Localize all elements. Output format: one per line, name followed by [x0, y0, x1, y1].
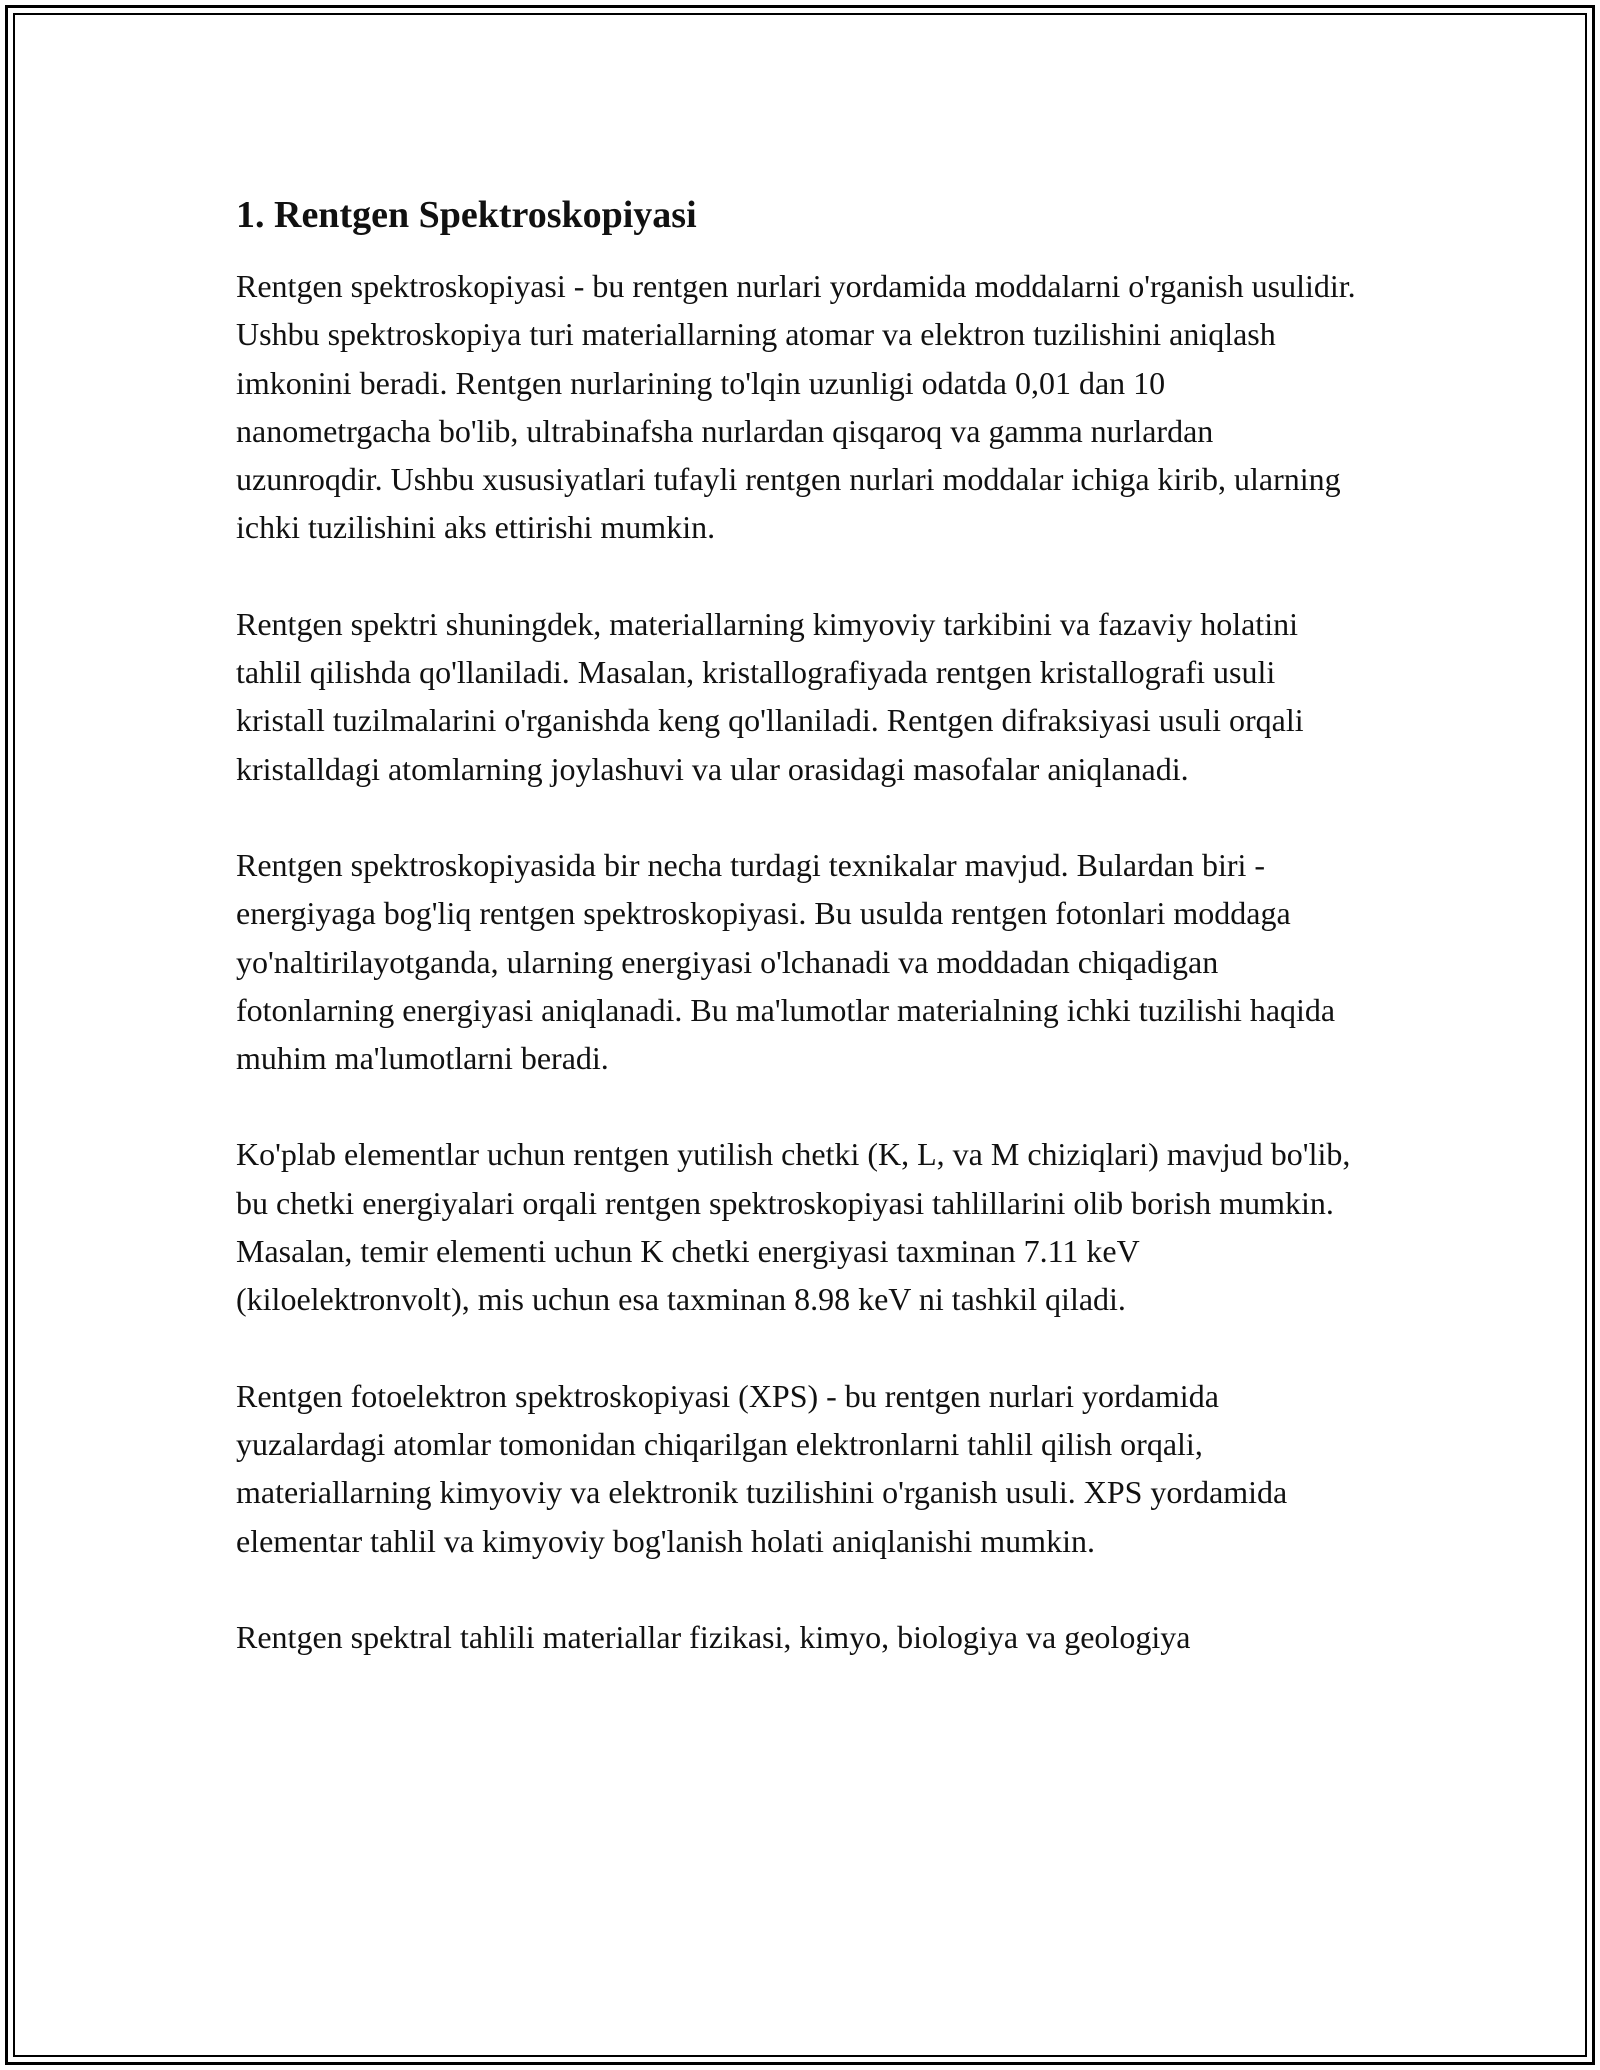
paragraph-4: Ko'plab elementlar uchun rentgen yutilish chetki (K, L, va M chiziqlari) mavjud bo'lib, bu chetki energiyalari orqali rentgen spektroskopiyasi tahlillarini olib borish mumkin. Masalan, temir elementi uchun K chetki energiyasi taxminan 7.11 keV (kiloelektronvolt), mis uchun esa taxminan 8.98 keV ni tashkil qiladi. [236, 1136, 1351, 1318]
section-heading: 1. Rentgen Spektroskopiyasi [236, 194, 697, 236]
paragraph-1: Rentgen spektroskopiyasi - bu rentgen nurlari yordamida moddalarni o'rganish usulidir. Ushbu spektroskopiya turi materiallarning atomar va elektron tuzilishini aniqlash imkonini beradi. Rentgen nurlarining to'lqin uzunligi odatda 0,01 dan 10 nanometrgacha bo'lib, ultrabinafsha nurlardan qisqaroq va gamma nurlardan uzunroqdir. Ushbu xususiyatlari tufayli rentgen nurlari moddalar ichiga kirib, ularning ichki tuzilishini aks ettirishi mumkin. [236, 268, 1356, 546]
paragraph-6: Rentgen spektral tahlili materiallar fizikasi, kimyo, biologiya va geologiya [236, 1618, 1191, 1655]
document-body [236, 190, 1366, 1709]
paragraph-5: Rentgen fotoelektron spektroskopiyasi (XPS) - bu rentgen nurlari yordamida yuzalardagi atomlar tomonidan chiqarilgan elektronlarni tahlil qilish orqali, materiallarning kimyoviy va elektronik tuzilishini o'rganish usuli. XPS yordamida elementar tahlil va kimyoviy bog'lanish holati aniqlanishi mumkin. [236, 1377, 1288, 1559]
paragraph-3: Rentgen spektroskopiyasida bir necha turdagi texnikalar mavjud. Bulardan biri - energiyaga bog'liq rentgen spektroskopiyasi. Bu usulda rentgen fotonlari moddaga yo'naltirilayotganda, ularning energiyasi o'lchanadi va moddadan chiqadigan fotonlarning energiyasi aniqlanadi. Bu ma'lumotlar materialning ichki tuzilishi haqida muhim ma'lumotlarni beradi. [236, 846, 1336, 1077]
paragraph-2: Rentgen spektri shuningdek, materiallarning kimyoviy tarkibini va fazaviy holatini tahlil qilishda qo'llaniladi. Masalan, kristallografiyada rentgen kristallografi usuli kristall tuzilmalarini o'rganishda keng qo'llaniladi. Rentgen difraksiyasi usuli orqali kristalldagi atomlarning joylashuvi va ular orasidagi masofalar aniqlanadi. [236, 605, 1304, 787]
